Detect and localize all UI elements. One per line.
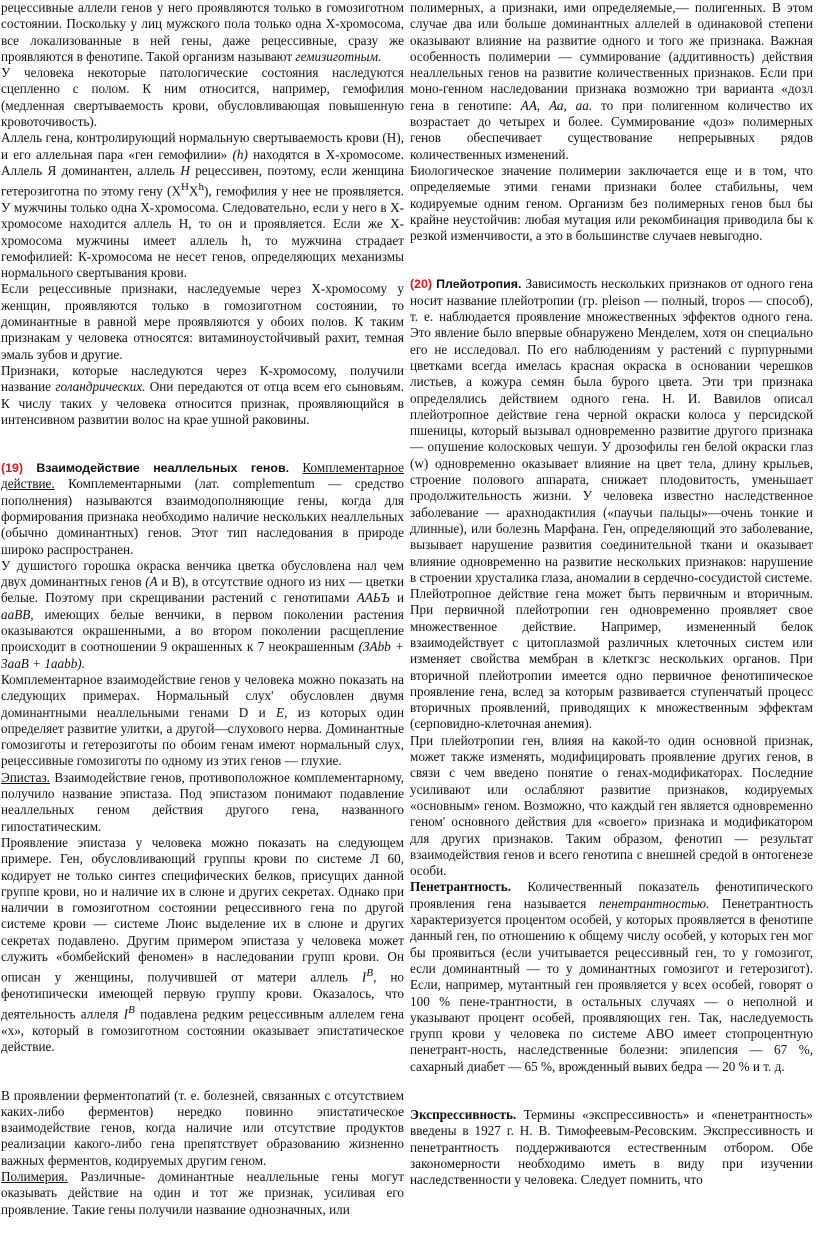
paragraph [1,281,404,362]
text: находятся в Х-хромосоме. Аллель Я доминантен, аллель [1,146,404,178]
text: Комплементарное взаимодействие генов у человека можно показать на следующих примерах. Нормальный слух' обусловлен двумя доминантными неаллельными генами D и [1,671,404,720]
term: голандрических. [55,379,146,395]
text: полимерных, а признаки, ими определяемые,— полигенных. В этом случае два или больше доминантных аллелей в одинаковой степени оказывают влияние на развитие одного и того же признака. Важная особенность полимерии — суммирование (аддитивность) действия неаллельных генов на развитие количественных признаков. Если при моно-генном наследовании признака возможно три варианта «дозл гена в генотипе: [410,0,813,113]
superscript: B [366,967,374,980]
section-title: Экспрессивность. [410,1107,517,1122]
formula: (ЗАbb + 3ааВ + 1ааbb). [1,639,404,671]
text: Признаки, которые наследуются через К-хромосому, получили название [1,362,404,395]
text: , но фенотипически имеющей первую группу крови. Оказалось, что деятельность аллеля [1,969,404,1022]
text: Е, [276,704,288,720]
text: Термины «экспрессивность» и «пенетрантность» введены в 1927 г. Н. В. Тимофеевым-Ресовским. Экспрессивность и пенетрантность поддерживаются естественным отбором. Обе закономерности необходимо иметь в виду при изучении наследственности у человека. Следует помнить, что [410,1107,813,1188]
paragraph [1,672,404,770]
text: При плейотропии ген, влияя на какой-то один основной признак, может также изменять, модифицировать проявление других генов, в связи с чем введено понятие о генах-модификаторах. Последние усиливают или ослабляют развитие признаков, кодируемых «основным» геном. Возможно, что каждый ген является одновременно геном' основного действия для «своего» признака и модификатором для других признаков. Таким образом, фенотип — результат взаимодействия генов и всего генотипа с внешней средой в онтогенезе особи. [410,732,813,879]
text: рецессивные аллели генов у него проявляются только в гомозиготном состоянии. Поскольку у лиц мужского пола только одна Х-хромосома, все локализованные в ней гены, даже рецессивные, сразу же проявляются в фенотипе. Такой организм называют [1,0,404,64]
text: ), в отсутствие одного из них — цветки белые. Поэтому при скрещивании растений с генотипами [1,574,404,606]
text: I [361,969,367,985]
section-title: Плейотропия. [436,277,522,292]
paragraph [1,835,404,1056]
superscript: h [198,181,204,194]
text: рецессивен, поэтому, если женщина гетерозиготна по этому гену (Х [1,162,404,199]
superscript: B [128,1004,135,1017]
section-20 [410,276,813,586]
subsection-title: Эпистаз. [1,769,50,785]
paragraph [1,130,404,281]
text: Количественный показатель фенотипического проявления гена называется [410,879,813,911]
paragraph [1,770,404,835]
section-19 [1,460,404,558]
left-column [1,0,404,1242]
genotype: АА, Аа, аа. [520,97,593,113]
section-number: (20) [410,277,433,292]
subsection-title: Комплементарное действие. [1,460,404,492]
paragraph [1,65,404,130]
text: Комплементарными (лат. complementum — средство пополнения) называются взаимодополняющие гены, когда для формирования признака необходимо наличие нескольких неаллельных (обычно доминантных) генов. Этот тип наследования в природе широко распространен. [1,476,404,557]
text: Х [188,183,199,199]
paragraph [1,0,404,65]
genotype: ааВВ, [1,606,34,622]
right-column [410,0,813,1242]
text: (h) [232,146,248,162]
paragraph [410,879,813,1075]
text: Пенетрантность характеризуется процентом особей, у которых проявляется в фенотипе данный ген, по отношению к общему числу особей, у которых ген мог бы проявиться (если учитывается рецессивный ген, то у гомозигот, если доминантный — то у доминантных гомозигот и гетерозигот). Если, например, мутантный ген проявляется у всех особей, говорят о 100 % пене-трантности, в остальных случаях — о неполной и указывают процент особей, проявляющих ген. Так, наследуемость групп крови у человека по системе АВО имеет стопроцентную пенетрант-ность, наследственные болезни: эпилепсия — 67 %, сахарный диабет — 65 %, врожденный вывих бедра — 20 % и т. д. [410,895,813,1074]
text: Аллель гена, контролирующий нормальную свертываемость крови (Н), и его аллельная пара «ген гемофилии» [1,130,404,162]
text: и [396,590,404,606]
genotype: ААЬЪ [356,590,390,606]
text: Проявление эпистаза у человека можно показать на следующем примере. Ген, обусловливающий группы крови по системе Л 60, кодирует не только синтез специфических белков, присущих данной группе крови, но и наличие их в слюне и других секретах. Однако при наличии в гомозиготном состоянии рецессивного гена по другой системе крови — системе Люис выделение их в слюне и других секретах подавлено. Другим примером эпистаза у человека может служить «бомбейский феномен» в наследовании групп крови. Он описан у женщины, получившей от матери аллель [1,834,404,985]
term: пенетрантностью. [598,895,710,911]
section-number: (19) [1,461,24,476]
paragraph [1,363,404,428]
text: то при полигенном количество их возрастает до четырех и более. Суммирование «доз» полимерных генов обеспечивает существование непрерывных рядов количественных изменений. [410,97,813,162]
text: Н [180,162,190,178]
text: I [123,1006,129,1022]
text: В проявлении ферментопатий (т. е. болезней, связанных с отсутствием каких-либо ферментов) нередко повинно эпистатическое взаимодействие генов, когда наличие или отсутствие продуктов реализации какого-либо гена препятствует образованию жизненно важных ферментов, кодируемых другим геном. [1,1087,404,1168]
term: гемизиготным. [295,48,382,64]
text: Если рецессивные признаки, наследуемые через Х-хромосому у женщин, проявляются только в гомозиготном состоянии, то доминантные в равной мере проявляются у обоих полов. К таким признакам у человека относятся: витаминоустойчивый рахит, темная эмаль зубов и другие. [1,281,404,362]
section-title: Пенетрантность. [410,879,511,895]
paragraph [410,733,813,880]
paragraph [1,1169,404,1218]
text: имеющих белые венчики, в первом поколении растения оказываются окрашенными, а во втором поколении расщепление происходит в соотношении 9 окрашенных к 7 неокрашенным [1,606,404,655]
text: из которых один определяет развитие улитки, а другой—слухового нерва. Доминантные гомозиготы и гетерозиготы по обоим генам имеют нормальный слух, рецессивные гомозиготы по одному из этих генов — глухие. [1,704,404,769]
text: Они передаются от отца всем его сыновьям. К числу таких у человека относится признак, проявляющийся в интенсивном развитии волос на крае ушной раковины. [1,379,404,427]
paragraph [1,1088,404,1169]
paragraph [410,1107,813,1188]
paragraph [1,558,404,672]
section-title: Взаимодействие неаллельных генов. [36,461,290,476]
subsection-title: Полимерия. [1,1169,68,1185]
paragraph [410,163,813,244]
paragraph [410,586,813,733]
text: подавлена редким рецессивным аллелем гена «х», который в гомозиготном состоянии оказывает эпистатическое действие. [1,1006,404,1055]
text: ), гемофилия у нее не проявляется. У мужчины только одна Х-хромосома. Следовательно, если у него в Х-хромосоме находится аллель Н, то он и проявляется. Если же Х-хромосома мужчины имеет аллель h, то мужчина страдает гемофилией: К-хромосома не несет генов, определяющих механизмы нормального свертывания крови. [1,183,404,281]
superscript: Н [180,181,189,194]
text: и В [161,574,181,590]
text: Биологическое значение полимерии заключается еще и в том, что определяемые этими генами признаки более стабильны, чем кодируемые одним геном. Организм без полимерных генов был бы крайне неустойчив: любая мутация или рекомбинация приводила бы к резкой изменчивости, а это в большинстве случаев невыгодно. [410,162,813,244]
paragraph [410,0,813,163]
text: (А [145,574,158,590]
text: У душистого горошка окраска венчика цветка обусловлена нал чем двух доминантных генов [1,557,404,590]
text: Зависимость нескольких признаков от одного гена носит название плейотропии (гр. pleison — полный, tropos — способ), т. е. наблюдается проявление множественных эффектов одного гена. Это явление было впервые обнаружено Менделем, хотя он специально его не исследовал. По его наблюдениям у растений с пурпурными цветками всегда имелась красная окраска в основании черешков листьев, а кожура семян была бурого цвета. Эти три признака определялись действием одного гена. Н. И. Вавилов описал плейотропное действие гена черной окраски колоса у персидской пшеницы, который вызывал одновременно развитие другого признака — опушение колосковых чешуи. У дрозофилы ген белой окраски глаз (w) одновременно оказывает влияние на цвет тела, длину крыльев, строение полового аппарата, снижает плодовитость, уменьшает продолжительность жизни. У человека известно наследственное заболевание — арахнодактилия («паучьи пальцы»—очень тонкие и длинные), или болезнь Марфана. Ген, определяющий это заболевание, вызывает нарушение развития соединительной ткани и оказывает влияние одновременно на развитие нескольких признаков: нарушение в строении хрусталика глаза, аномалии в сердечно-сосудистой системе. [410,276,813,585]
text: У человека некоторые патологические состояния наследуются сцепленно с полом. К ним относится, например, гемофилия (медленная свертываемость крови, обусловливающая повышенную кровоточивость). [1,65,404,130]
text: Различные- доминантные неаллельные гены могут оказывать действие на один и тот же признак, усиливая его проявление. Такие гены получили название однозначных, или [1,1169,404,1217]
text: Плейотропное действие гена может быть первичным и вторичным. При первичной плейотропии ген одновременно проявляет свое множественное действие. Например, измененный белок взаимодействует с цитоплазмой различных клеточных систем или изменяет свойства мембран в клеткгзс нескольких органов. При вторичной плейотропии имеется одно первичное фенотипическое проявление гена, вслед за которым развивается ступенчатый процесс вторичных проявлений, приводящих к множественным эффектам (серповидно-клеточная анемия). [410,586,813,732]
text: Взаимодействие генов, противоположное комплементарному, получило название эпистаза. Под эпистазом понимают подавление неаллельных геном действия другого гена, названного гипостатическим. [1,769,404,834]
